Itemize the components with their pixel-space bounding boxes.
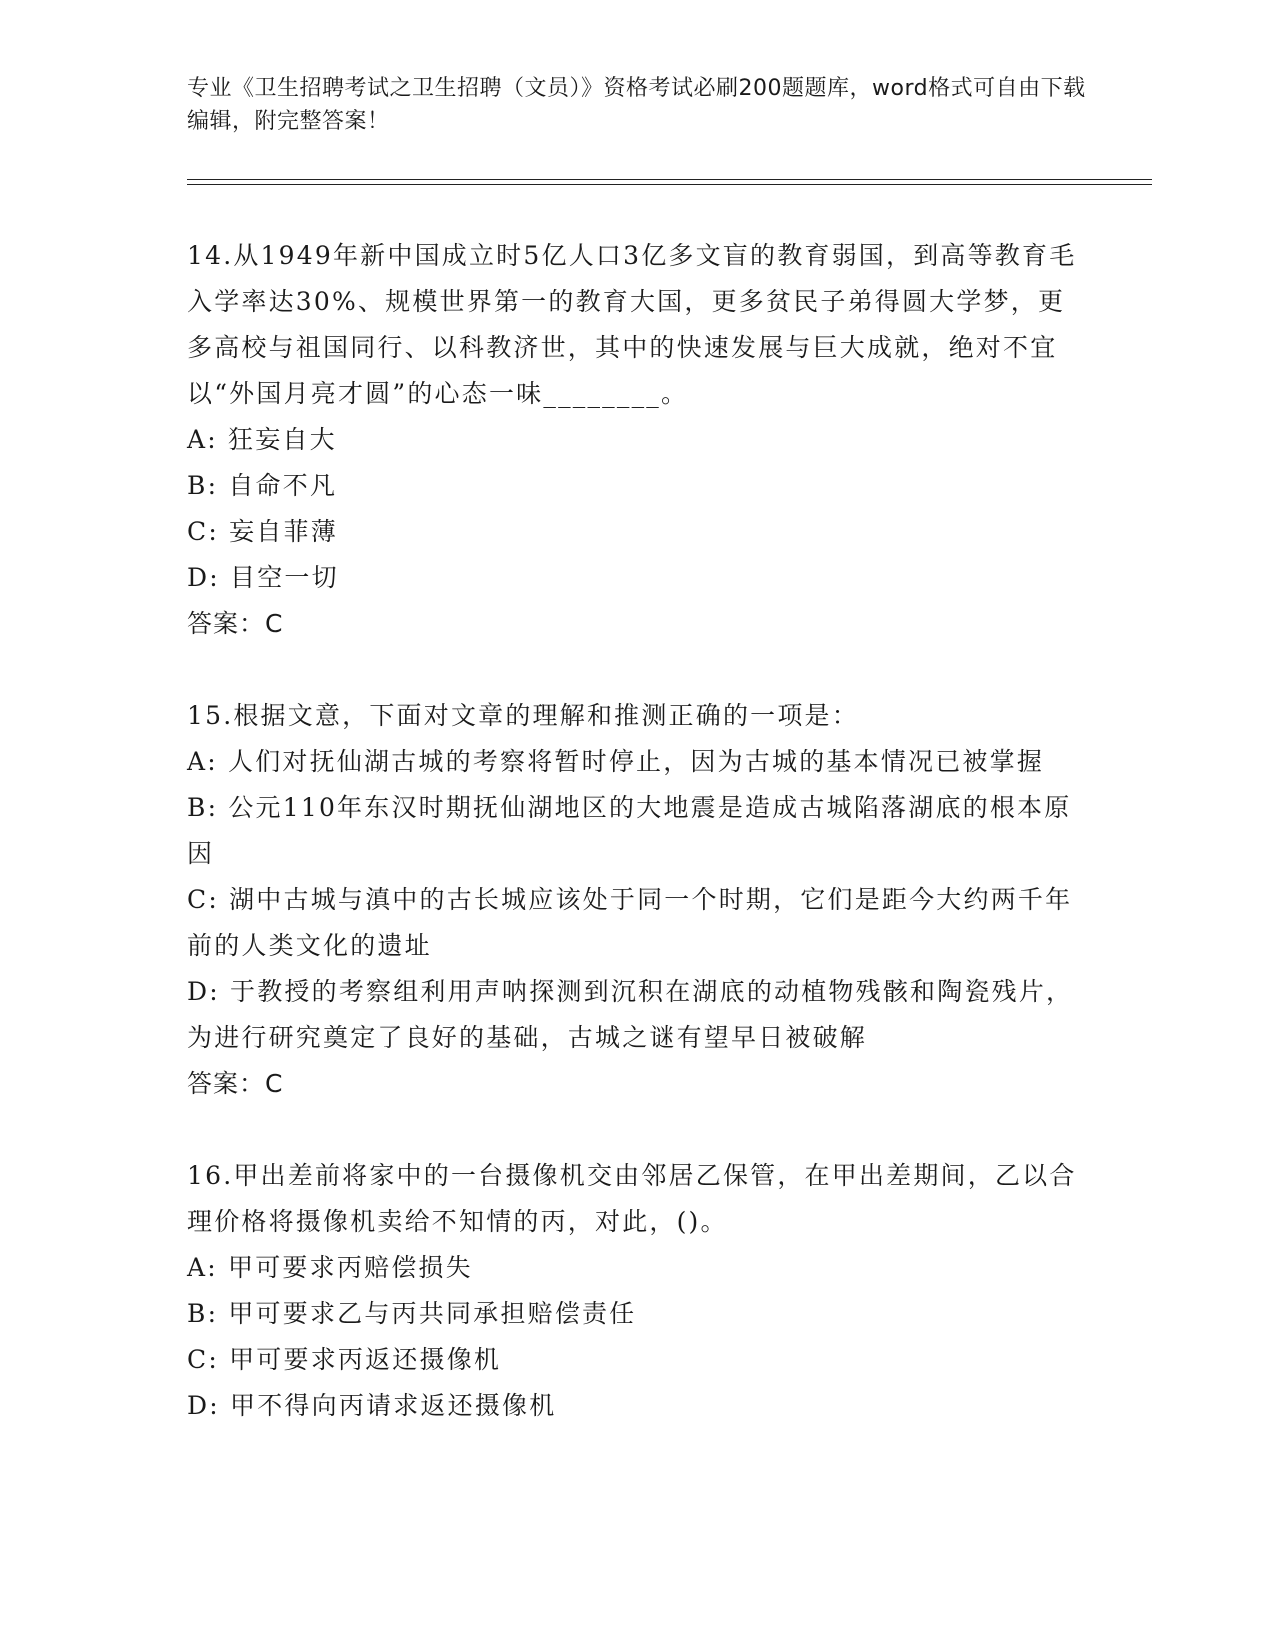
spacer [187,647,1087,693]
question-text: 14.从1949年新中国成立时5亿人口3亿多文盲的教育弱国，到高等教育毛入学率达30%、规模世界第一的教育大国，更多贫民子弟得圆大学梦，更多高校与祖国同行、以科教济世，其中的快速发展与巨大成就，绝对不宜以“外国月亮才圆”的心态一味________。 [187,241,1077,408]
option-a: A: 甲可要求丙赔偿损失 [187,1253,473,1282]
option-a: A: 人们对抚仙湖古城的考察将暂时停止，因为古城的基本情况已被掌握 [187,747,1045,776]
option-c: C: 湖中古城与滇中的古长城应该处于同一个时期，它们是距今大约两千年前的人类文化的遗址 [187,885,1073,960]
option-d: D: 目空一切 [187,563,339,592]
question-15 [187,693,1087,1107]
option-d: D: 甲不得向丙请求返还摄像机 [187,1391,557,1420]
page-header [187,72,1087,138]
question-list [187,233,1087,1429]
option-c: C: 甲可要求丙返还摄像机 [187,1345,502,1374]
answer: 答案：C [187,1069,284,1098]
option-b: B: 自命不凡 [187,471,338,500]
header-rule-top [187,179,1152,180]
option-d: D: 于教授的考察组利用声呐探测到沉积在湖底的动植物残骸和陶瓷残片，为进行研究奠定了良好的基础，古城之谜有望早日被破解 [187,977,1074,1052]
header-rule-bottom [187,184,1152,185]
spacer [187,1107,1087,1153]
option-a: A: 狂妄自大 [187,425,337,454]
option-c: C: 妄自菲薄 [187,517,338,546]
question-text: 15.根据文意，下面对文章的理解和推测正确的一项是： [187,701,859,730]
question-16 [187,1153,1087,1429]
question-text: 16.甲出差前将家中的一台摄像机交由邻居乙保管，在甲出差期间，乙以合理价格将摄像机卖给不知情的丙，对此，()。 [187,1161,1077,1236]
option-b: B: 公元110年东汉时期抚仙湖地区的大地震是造成古城陷落湖底的根本原因 [187,793,1072,868]
option-b: B: 甲可要求乙与丙共同承担赔偿责任 [187,1299,637,1328]
question-14 [187,233,1087,647]
header-text: 专业《卫生招聘考试之卫生招聘（文员）》资格考试必刷200题题库，word格式可自由下载编辑，附完整答案！ [187,76,1086,134]
answer: 答案：C [187,609,284,638]
